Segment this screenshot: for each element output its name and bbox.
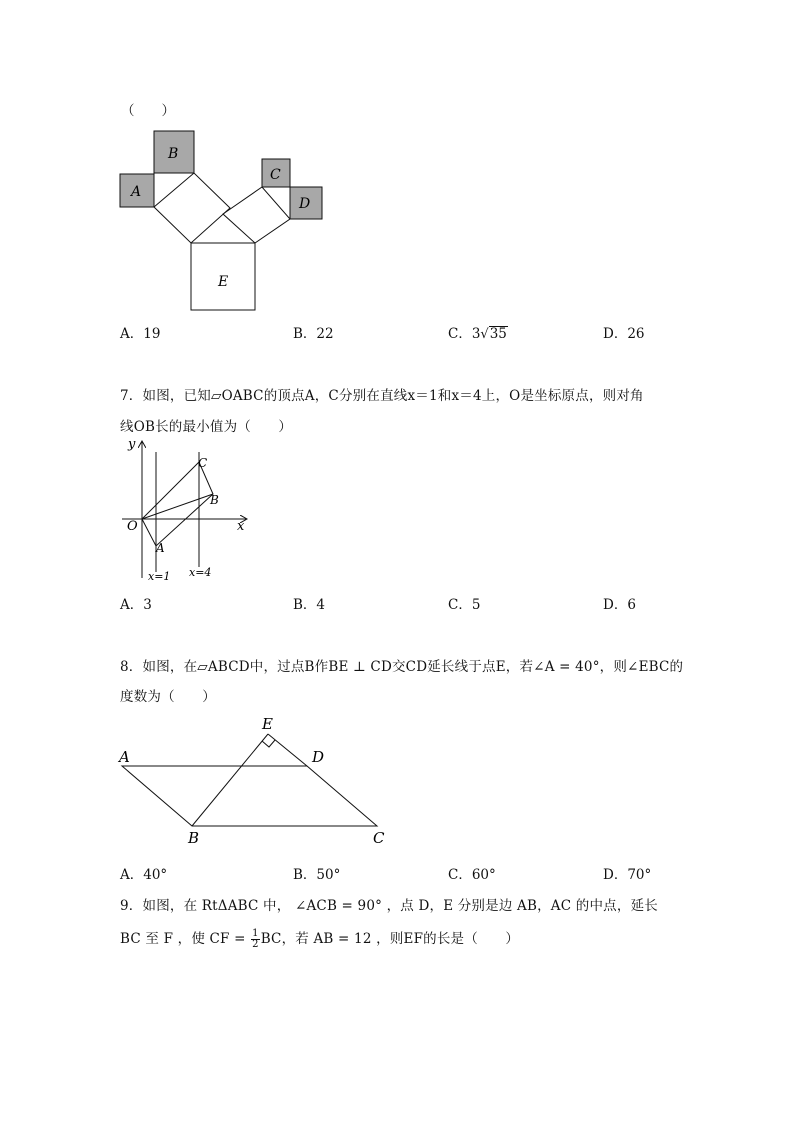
q7-stem-line1: 7．如图，已知▱OABC的顶点A，C分别在直线x＝1和x＝4上，O是坐标原点，则对角 (120, 388, 644, 404)
label-e: E (262, 715, 273, 733)
label-b: B (210, 493, 219, 507)
q7-option-c[interactable]: C．5 (448, 597, 481, 613)
q6-option-c-radicand: 35 (489, 326, 507, 342)
label-a: A (119, 748, 130, 766)
q9-stem-line2 (120, 927, 519, 950)
q8-figure-parallelogram (115, 712, 395, 847)
parallelogram-oabc (142, 462, 213, 546)
q6-option-c[interactable]: C．3√35 (448, 326, 507, 342)
label-b: B (188, 829, 200, 847)
q6-option-d[interactable]: D．26 (603, 326, 645, 342)
label-x4: x=4 (189, 566, 212, 579)
q7-figure-coordinate (118, 436, 253, 586)
segment-ed (268, 734, 307, 766)
q7-option-a[interactable]: A．3 (120, 597, 152, 613)
label-d: D (299, 196, 311, 212)
q8-option-c[interactable]: C．60° (448, 867, 496, 883)
diagonal-ob (142, 494, 213, 519)
q9-line2-start: BC 至 F ，使 CF = (120, 931, 251, 947)
label-c: C (373, 829, 385, 847)
label-e: E (218, 274, 229, 290)
label-b: B (168, 146, 179, 162)
label-c: C (270, 167, 281, 183)
q6-option-c-prefix: C．3 (448, 326, 481, 342)
q6-option-b[interactable]: B．22 (293, 326, 334, 342)
right-angle-mark (262, 740, 275, 747)
fraction-denominator: 2 (252, 939, 259, 950)
q6-option-a[interactable]: A．19 (120, 326, 161, 342)
label-y: y (128, 437, 136, 452)
left-tilted-square (154, 173, 230, 243)
segment-be (192, 734, 268, 826)
label-o: O (127, 519, 138, 534)
q7-stem-line2: 线OB长的最小值为（ ） (120, 419, 293, 435)
label-a: A (131, 184, 142, 200)
label-x1: x=1 (148, 570, 171, 583)
q8-option-b[interactable]: B．50° (293, 867, 341, 883)
q6-answer-paren: （ ） (121, 103, 175, 119)
q7-option-b[interactable]: B．4 (293, 597, 326, 613)
q8-stem-line2: 度数为（ ） (120, 689, 216, 705)
q8-option-a[interactable]: A．40° (120, 867, 168, 883)
q6-figure-pythagoras-tree (110, 125, 340, 320)
label-c: C (198, 456, 208, 470)
q9-line2-end: BC，若 AB = 12 ，则EF的长是（ ） (260, 931, 520, 947)
label-x: x (237, 519, 245, 534)
fraction-numerator: 1 (252, 928, 259, 939)
right-tilted-square (223, 187, 290, 243)
fraction-one-half (251, 929, 260, 950)
q7-option-d[interactable]: D．6 (603, 597, 636, 613)
q8-option-d[interactable]: D．70° (603, 867, 652, 883)
label-d: D (312, 748, 325, 766)
label-a: A (156, 541, 165, 555)
q8-stem-line1: 8．如图，在▱ABCD中，过点B作BE ⊥ CD交CD延长线于点E，若∠A = 40°，则∠EBC的 (120, 659, 684, 675)
q9-stem-line1: 9．如图，在 RtΔABC 中， ∠ACB = 90° ，点 D，E 分别是边 AB，AC 的中点，延长 (120, 898, 658, 914)
parallelogram-abcd (122, 766, 377, 826)
